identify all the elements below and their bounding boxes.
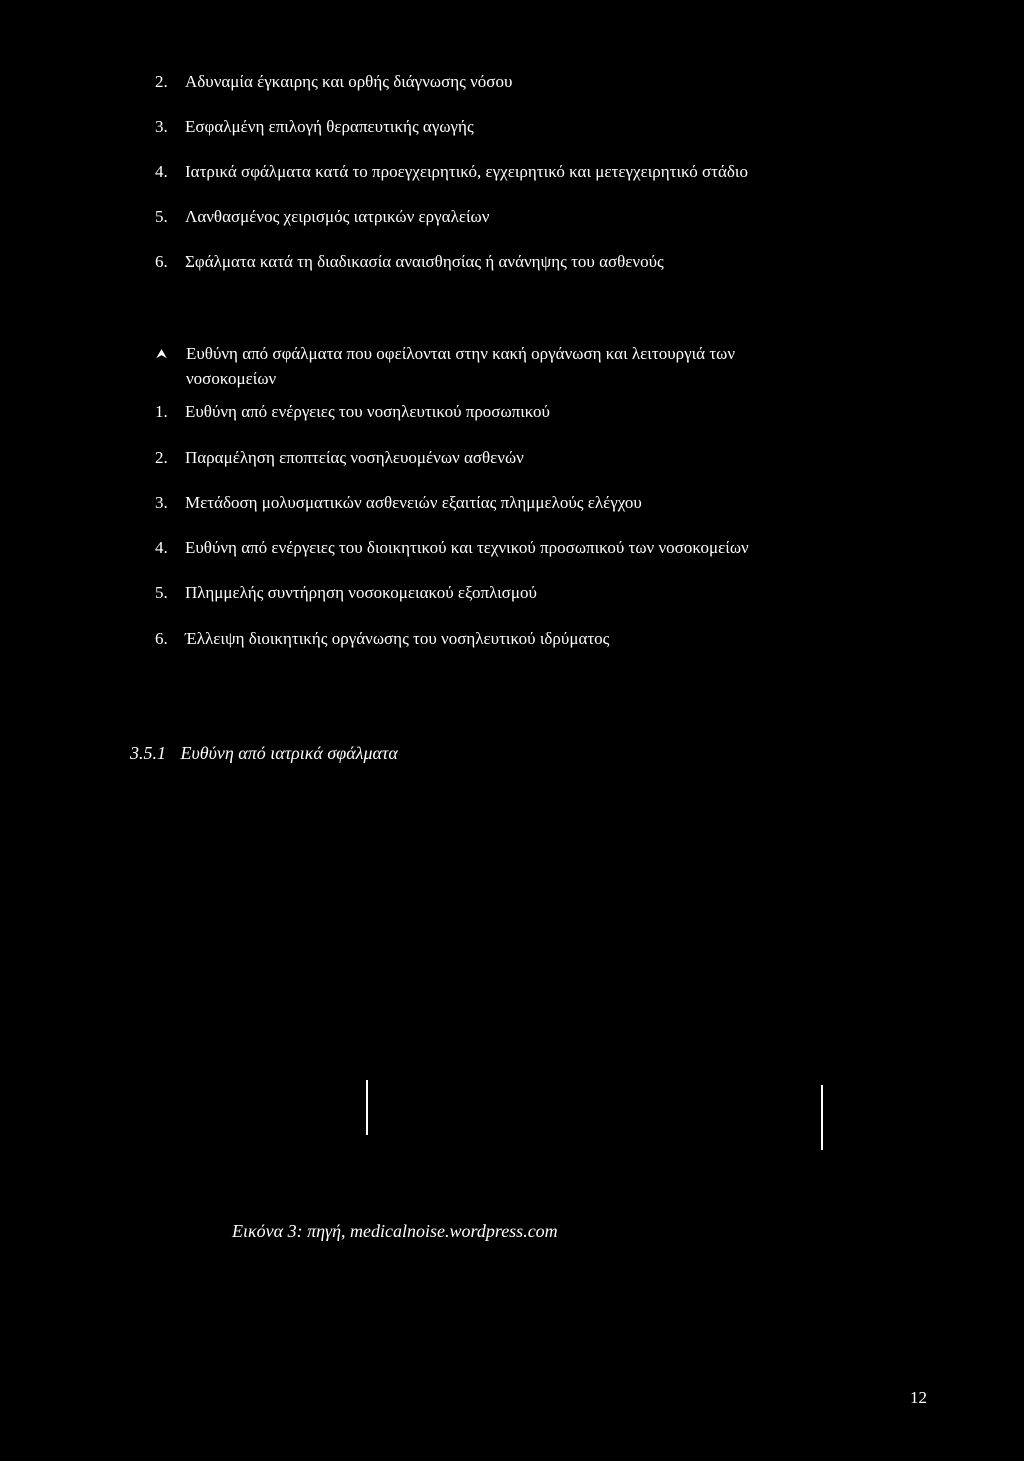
list-b-item-3-num: 3. <box>155 493 168 512</box>
list-a-item-4-num: 4. <box>155 162 168 181</box>
list-a-item-4 <box>155 162 748 182</box>
section-heading-number: 3.5.1 <box>130 743 166 763</box>
list-b-item-2-text: Παραμέληση εποπτείας νοσηλευομένων ασθενών <box>185 448 524 467</box>
list-a-item-6-text: Σφάλματα κατά τη διαδικασία αναισθησίας ή ανάνηψης του ασθενούς <box>185 252 664 271</box>
list-b-item-4-text: Ευθύνη από ενέργειες του διοικητικού και τεχνικού προσωπικού των νοσοκομείων <box>185 538 749 557</box>
figure-caption: Εικόνα 3: πηγή, medicalnoise.wordpress.com <box>232 1221 558 1241</box>
list-a-item-3-num: 3. <box>155 117 168 136</box>
list-a-item-5-num: 5. <box>155 207 168 226</box>
list-b-item-6 <box>155 629 609 649</box>
arrowhead-bullet-icon: ⮝ <box>156 346 168 361</box>
list-a-item-5-text: Λανθασμένος χειρισμός ιατρικών εργαλείων <box>185 207 490 226</box>
list-a-item-6 <box>155 252 664 272</box>
section-b-title-line1: Ευθύνη από σφάλματα που οφείλονται στην κακή οργάνωση και λειτουργιά των <box>186 344 736 363</box>
list-b-item-4-num: 4. <box>155 538 168 557</box>
list-a-item-2-text: Αδυναμία έγκαιρης και ορθής διάγνωσης νόσου <box>185 72 513 91</box>
page-number: 12 <box>910 1388 927 1407</box>
list-b-item-5-text: Πλημμελής συντήρηση νοσοκομειακού εξοπλισμού <box>185 583 537 602</box>
list-a-item-6-num: 6. <box>155 252 168 271</box>
list-b-item-6-text: Έλλειψη διοικητικής οργάνωσης του νοσηλευτικού ιδρύματος <box>185 629 610 648</box>
section-heading <box>130 743 398 764</box>
list-a-item-2-num: 2. <box>155 72 168 91</box>
list-b-item-2 <box>155 448 524 468</box>
list-b-item-3-text: Μετάδοση μολυσματικών ασθενειών εξαιτίας πλημμελούς ελέγχου <box>185 493 642 512</box>
image-frame-right-line <box>821 1085 823 1150</box>
list-b-item-6-num: 6. <box>155 629 168 648</box>
list-a-item-3-text: Εσφαλμένη επιλογή θεραπευτικής αγωγής <box>185 117 474 136</box>
image-frame-left-line <box>366 1080 368 1135</box>
list-a-item-5 <box>155 207 489 227</box>
list-b-item-2-num: 2. <box>155 448 168 467</box>
section-heading-text: Ευθύνη από ιατρικά σφάλματα <box>180 743 398 763</box>
list-b-item-5 <box>155 583 537 603</box>
list-b-item-1 <box>155 402 550 422</box>
list-b-item-1-num: 1. <box>155 402 168 421</box>
list-a-item-4-text: Ιατρικά σφάλματα κατά το προεγχειρητικό, εγχειρητικό και μετεγχειρητικό στάδιο <box>185 162 748 181</box>
section-b-title-line2: νοσοκομείων <box>186 369 277 388</box>
list-b-item-1-text: Ευθύνη από ενέργειες του νοσηλευτικού προσωπικού <box>185 402 550 421</box>
list-b-item-3 <box>155 493 642 513</box>
list-a-item-2 <box>155 72 512 92</box>
list-b-item-5-num: 5. <box>155 583 168 602</box>
list-a-item-3 <box>155 117 474 137</box>
list-b-item-4 <box>155 538 749 558</box>
